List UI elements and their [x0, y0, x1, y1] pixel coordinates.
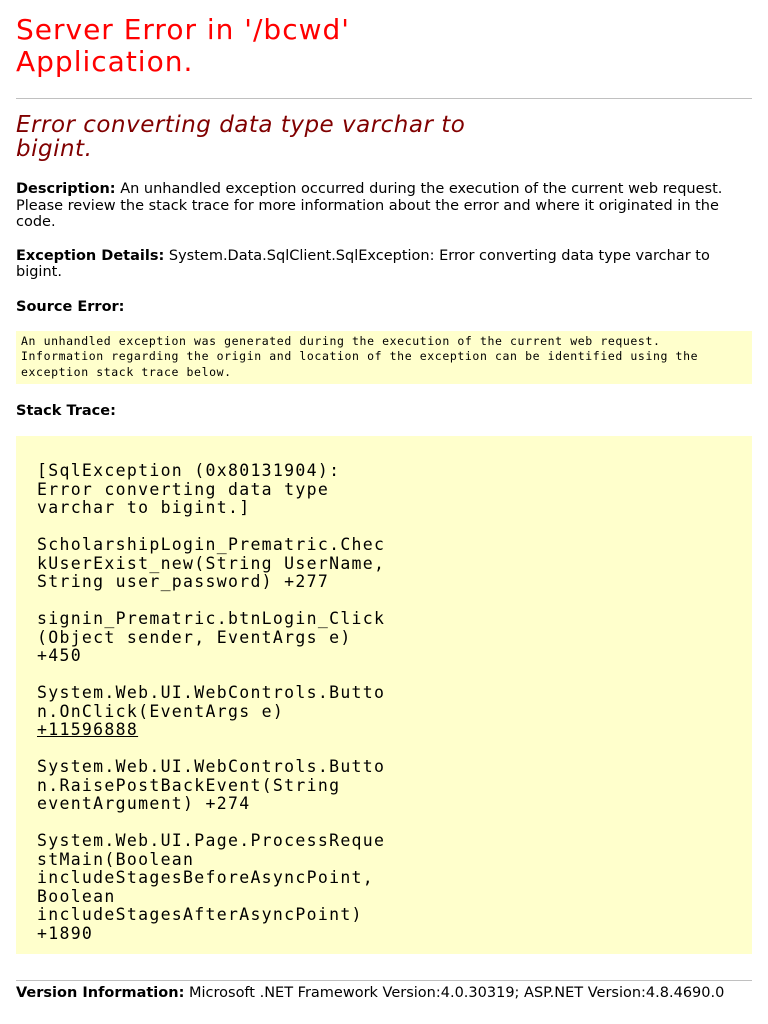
- stack-entry: signin_Prematric.btnLogin_Click (Object sender, EventArgs e) +450: [37, 609, 386, 665]
- exception-details-label: Exception Details:: [16, 247, 165, 264]
- version-information: [16, 985, 752, 1002]
- exception-details-section: [16, 248, 752, 281]
- page-title: [16, 0, 752, 78]
- version-divider: [16, 980, 752, 981]
- error-message: [16, 113, 752, 161]
- description-text: An unhandled exception occurred during the execution of the current web request. Please review the stack trace for more information about the error and where it originated in the code.: [16, 181, 723, 230]
- stack-entry-offset: +11596888: [37, 720, 139, 739]
- version-label: Version Information:: [16, 985, 185, 1001]
- error-message-line1: Error converting data type varchar to: [16, 112, 466, 138]
- version-text: Microsoft .NET Framework Version:4.0.30319; ASP.NET Version:4.8.4690.0: [184, 985, 725, 1001]
- page-title-line1: Server Error in '/bcwd': [16, 13, 350, 46]
- exception-details-text: System.Data.SqlClient.SqlException: Error converting data type varchar to bigint.: [16, 247, 710, 280]
- stack-entry: [SqlException (0x80131904): Error converting data type varchar to bigint.]: [37, 461, 341, 517]
- error-message-line2: bigint.: [16, 136, 93, 162]
- stack-entry: System.Web.UI.Page.ProcessReque stMain(Boolean includeStagesBeforeAsyncPoint, Boolean includeStagesAfterAsyncPoint) +1890: [37, 831, 386, 943]
- stack-entry-text: System.Web.UI.WebControls.Butto n.OnClick(EventArgs e): [37, 683, 386, 721]
- source-error-box: An unhandled exception was generated during the execution of the current web request. Information regarding the origin and location of the exception can be identified using the exception stack trace below.: [16, 331, 752, 385]
- stack-entry: System.Web.UI.WebControls.Butto n.RaisePostBackEvent(String eventArgument) +274: [37, 757, 386, 813]
- description-section: [16, 181, 752, 231]
- source-error-label: Source Error:: [16, 298, 125, 315]
- stack-trace-box: [16, 436, 752, 954]
- title-divider: [16, 98, 752, 99]
- page-title-line2: Application.: [16, 45, 194, 78]
- stack-trace-label: Stack Trace:: [16, 403, 116, 419]
- stack-entry: ScholarshipLogin_Prematric.Chec kUserExist_new(String UserName, String user_password) +277: [37, 535, 386, 591]
- description-label: Description:: [16, 181, 116, 197]
- stack-entry: [37, 684, 742, 740]
